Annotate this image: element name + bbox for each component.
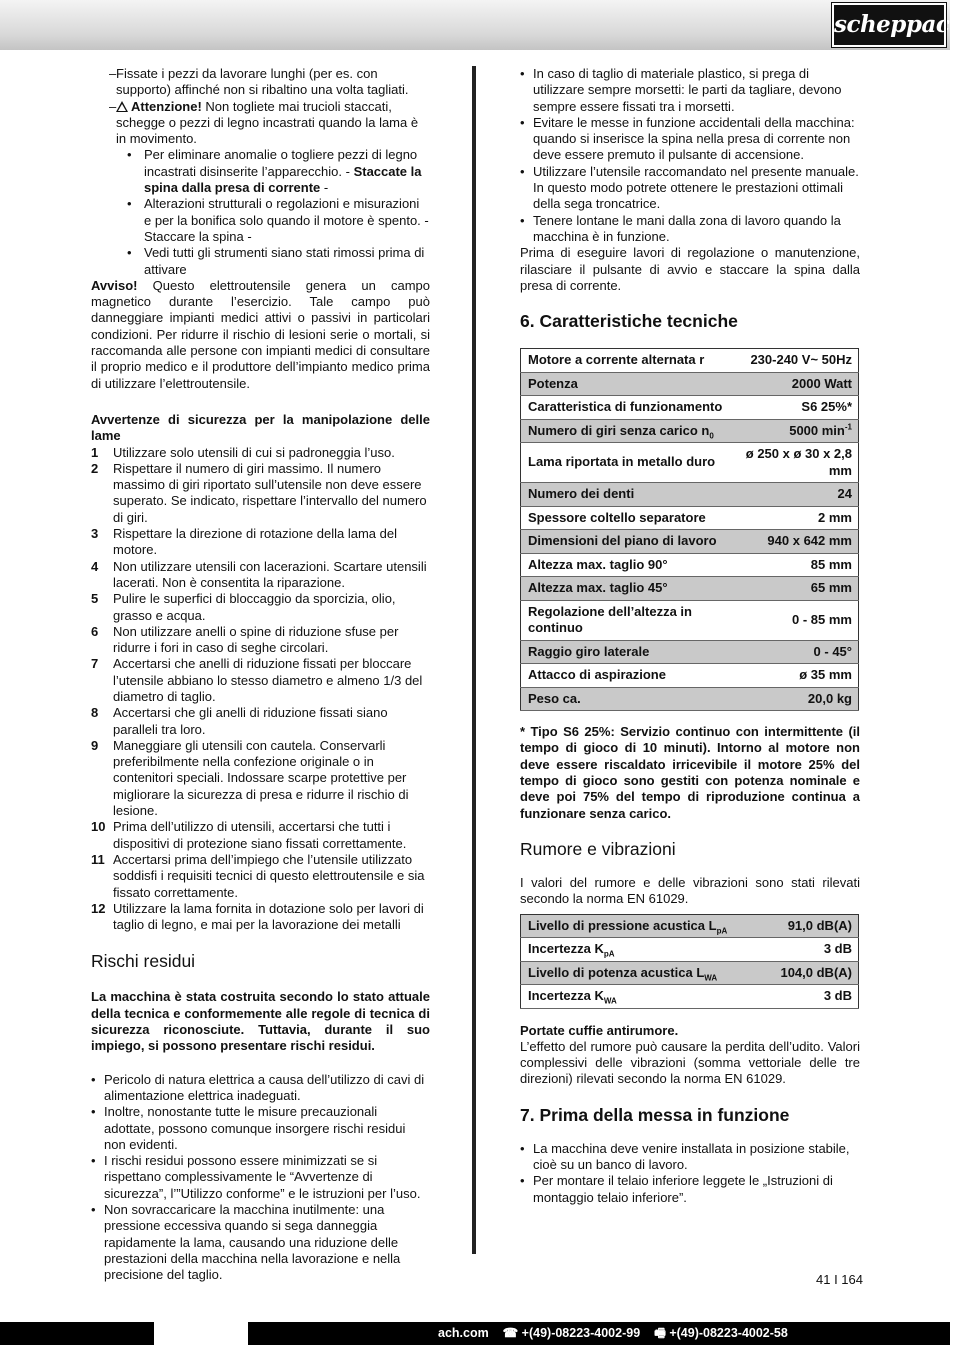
noise-key-subscript: pA	[716, 926, 728, 936]
list-item-text: Utilizzare solo utensili di cui si padroneggia l’uso.	[113, 444, 395, 460]
table-row	[521, 600, 859, 640]
noise-value: 104,0 dB(A)	[762, 961, 859, 985]
noise-value: 3 dB	[762, 985, 859, 1009]
bullet-icon: •	[91, 1104, 96, 1120]
list-item	[520, 213, 860, 246]
table-row	[521, 985, 859, 1009]
blade-list	[91, 445, 430, 934]
table-row	[521, 687, 859, 711]
list-item	[520, 164, 860, 213]
rischi-list	[91, 1072, 430, 1284]
spec-key: Regolazione dell’altezza in continuo	[521, 600, 732, 640]
warning-triangle-icon	[116, 101, 128, 112]
ear-heading: Portate cuffie antirumore.	[520, 1022, 679, 1038]
table-row	[521, 396, 859, 420]
table-row	[521, 640, 859, 664]
table-row	[521, 938, 859, 962]
left-column	[91, 66, 430, 1283]
footer-white-block	[154, 1322, 248, 1345]
list-item	[91, 656, 430, 705]
spec-key: Altezza max. taglio 45°	[521, 577, 732, 601]
noise-intro: I valori del rumore e delle vibrazioni sono stati rilevati secondo la norma EN 61029.	[520, 874, 860, 907]
list-item	[91, 445, 430, 461]
brand-logo: scheppach	[832, 3, 946, 47]
noise-heading: Rumore e vibrazioni	[520, 838, 676, 859]
bullet-icon: •	[520, 1173, 525, 1189]
list-item-text: La macchina deve venire installata in posizione stabile, cioè su un banco di lavoro.	[533, 1140, 850, 1173]
list-item-text: Inoltre, nonostante tutte le misure precauzionali adottate, possono comunque insorgere rischi residui non evidenti.	[104, 1104, 406, 1152]
list-item	[520, 1173, 860, 1206]
bullet-icon: •	[520, 1140, 525, 1156]
footer-bar	[0, 1322, 950, 1345]
spec-value: ø 250 x ø 30 x 2,8 mm	[732, 443, 859, 483]
list-item-text: Alterazioni strutturali o regolazioni e misurazioni e per la bonifica solo quando il motore è spento. - Staccare la spina -	[144, 196, 429, 244]
list-item-text: Pericolo di natura elettrica a causa dell’utilizzo di cavi di alimentazione elettrica inadeguati.	[104, 1071, 425, 1103]
spec-value-superscript: -1	[844, 422, 852, 432]
list-item-text: Rispettare la direzione di rotazione della lama del motore.	[113, 526, 397, 558]
table-row	[521, 553, 859, 577]
header-band	[0, 0, 950, 50]
spec-value-text: 5000 min	[789, 422, 845, 438]
list-item	[91, 705, 430, 738]
unplug-instruction: Staccate la spina dalla presa di corrente	[144, 163, 422, 196]
attention-label: Attenzione!	[131, 98, 202, 114]
avviso-text: Questo elettroutensile genera un campo magnetico durante l’esercizio. Tale campo può danneggiare impianti medici attivi o passivi in particolari condizioni. Per ridurre il rischio di lesioni serie o mortali, si raccomanda alle persone con impianti medici di consultare il proprio medico e il produttore dell’impianto medico prima di utilizzare l’elettroutensile.	[91, 277, 430, 391]
list-item-text: Per montare il telaio inferiore leggete le „Istruzioni di montaggio telaio inferiore”.	[533, 1173, 833, 1205]
list-item-text: Rispettare il numero di giri massimo. Il numero massimo di giri riportato sull’utensile non deve essere superato. Se indicato, rispettare l’intervallo del numero di giri.	[113, 460, 427, 525]
spec-key	[521, 419, 732, 443]
rischi-intro: La macchina è stata costruita secondo lo stato attuale della tecnica e conformemente alle regole di tecnica di sicurezza riconosciute. Tuttavia, durante il suo impiego, si possono presentare rischi residui.	[91, 989, 430, 1054]
spec-value: 2 mm	[732, 506, 859, 530]
bullet-icon: •	[520, 163, 525, 179]
start-heading: 7. Prima della messa in funzione	[520, 1104, 790, 1125]
page-number: 41 I 164	[816, 1272, 863, 1287]
list-item	[520, 1141, 860, 1174]
item-number: 11	[91, 851, 105, 867]
spec-value: 230-240 V~ 50Hz	[732, 349, 859, 373]
noise-key	[521, 938, 762, 962]
noise-key-subscript: WA	[704, 973, 718, 983]
list-item-text: Accertarsi che gli anelli di riduzione fissati siano paralleli tra loro.	[113, 705, 388, 737]
list-item-text: Evitare le messe in funzione accidentali della macchina: quando si inserisce la spina nella presa di corrente non deve essere premuto il pulsante di accensione.	[533, 114, 855, 163]
spec-value: 940 x 642 mm	[732, 530, 859, 554]
table-row	[521, 483, 859, 507]
list-item-text: Non togliete mai trucioli staccati, schegge o pezzi di legno incastrati quando la lama è in movimento.	[116, 98, 419, 147]
item-number: 12	[91, 900, 106, 916]
list-item	[91, 591, 430, 624]
spec-value	[732, 419, 859, 443]
noise-table	[520, 914, 859, 1009]
spec-key: Potenza	[521, 372, 732, 396]
list-item	[520, 115, 860, 164]
item-number: 8	[91, 705, 99, 721]
list-item	[91, 461, 430, 526]
list-item-text: Utilizzare la lama fornita in dotazione solo per lavori di taglio di legno, e mai per la lavorazione dei metalli	[113, 900, 424, 933]
list-item: – Fissate i pezzi da lavorare lunghi (per es. con supporto) affinché non si ribaltino una volta tagliati.	[91, 66, 430, 99]
spec-key: Numero dei denti	[521, 483, 732, 507]
table-row	[521, 961, 859, 985]
noise-value: 3 dB	[762, 938, 859, 962]
list-item-text: Fissate i pezzi da lavorare lunghi (per es. con supporto) affinché non si ribaltino una volta tagliati.	[116, 66, 409, 98]
bullet-icon: •	[520, 114, 525, 130]
list-item	[91, 1153, 430, 1202]
footer-website[interactable]: ach.com	[438, 1326, 489, 1340]
maintenance-text: Prima di eseguire lavori di regolazione o manutenzione, rilasciare il pulsante di avvio e staccare la spina dalla presa di corrente.	[520, 245, 860, 293]
list-item	[91, 526, 430, 559]
spec-key-subscript: 0	[709, 431, 714, 441]
item-number: 5	[91, 591, 99, 607]
noise-key-text: Livello di pressione acustica L	[528, 917, 717, 933]
spec-value: 0 - 85 mm	[732, 600, 859, 640]
spec-value: 24	[732, 483, 859, 507]
item-number: 2	[91, 460, 99, 476]
spec-value: 65 mm	[732, 577, 859, 601]
noise-key-text: Incertezza K	[528, 941, 604, 957]
list-item	[91, 819, 430, 852]
bullet-icon: •	[520, 66, 525, 81]
spec-key: Motore a corrente alternata r	[521, 349, 732, 373]
list-item	[520, 66, 860, 115]
item-number: 6	[91, 623, 99, 639]
list-item-text: Accertarsi prima dell’impiego che l’utensile utilizzato soddisfi i requisiti tecnici di questo elettroutensile e sia fissato correttamente.	[113, 851, 425, 900]
table-row	[521, 372, 859, 396]
spec-key: Dimensioni del piano di lavoro	[521, 530, 732, 554]
footer-contact	[438, 1325, 788, 1341]
noise-key-subscript: WA	[603, 996, 617, 1006]
list-item-text: I rischi residui possono essere minimizzati se si rispettano complessivamente le “Avvertenze di sicurezza”, l’”Utilizzo conforme” e le istruzioni per l’uso.	[104, 1153, 421, 1201]
list-item	[91, 1104, 430, 1153]
tech-heading: 6. Caratteristiche tecniche	[520, 311, 738, 332]
list-item	[91, 1202, 430, 1283]
safety-bullets	[520, 66, 860, 245]
item-number: 1	[91, 444, 99, 460]
right-column	[520, 66, 860, 1206]
list-item-text: Maneggiare gli utensili con cautela. Conservarli preferibilmente nella confezione originale o in contenitori speciali. Indossare scarpe protettive per migliorare la sicurezza di presa e ridurre il rischio di lesione.	[113, 737, 409, 819]
table-row	[521, 419, 859, 443]
noise-key	[521, 985, 762, 1009]
rischi-heading: Rischi residui	[91, 951, 196, 972]
blades-heading: Avvertenze di sicurezza per la manipolazione delle lame	[91, 411, 430, 444]
list-item-text: Pulire le superfici di bloccaggio da sporcizia, olio, grasso e acqua.	[113, 591, 396, 623]
list-item-tail: -	[323, 180, 329, 196]
spec-key: Altezza max. taglio 90°	[521, 553, 732, 577]
list-item	[91, 738, 430, 819]
spec-key: Raggio giro laterale	[521, 640, 732, 664]
spec-key: Peso ca.	[521, 687, 732, 711]
spec-value: 85 mm	[732, 553, 859, 577]
start-bullets	[520, 1141, 860, 1206]
table-row	[521, 664, 859, 688]
noise-key	[521, 961, 762, 985]
table-row	[521, 349, 859, 373]
spec-key: Caratteristica di funzionamento	[521, 396, 732, 420]
list-item: • Alterazioni strutturali o regolazioni e misurazioni e per la bonifica solo quando il motore è spento. - Staccare la spina -	[127, 196, 429, 244]
footer-fax: 🖷 +(49)-08223-4002-58	[654, 1326, 788, 1340]
noise-key	[521, 914, 762, 938]
noise-key-text: Incertezza K	[528, 988, 604, 1004]
spec-key-text: Numero di giri senza carico n	[528, 422, 710, 438]
item-number: 7	[91, 656, 99, 672]
list-item-text: Accertarsi che anelli di riduzione fissati per bloccare l’utensile abbiano lo stesso diametro e almeno 1/3 del diametro di taglio.	[113, 656, 423, 704]
list-item-text: Tenere lontane le mani dalla zona di lavoro quando la macchina è in funzione.	[533, 212, 841, 244]
list-item-text: Non sovraccaricare la macchina inutilmente: una pressione eccessiva quando si sega danneggia rapidamente la lama, causando una riduzione delle prestazioni della macchina nella lavorazione e nella precisione del taglio.	[104, 1202, 401, 1283]
list-item-text: Non utilizzare anelli o spine di riduzione sfuse per ridurre i fori in caso di seghe circolari.	[113, 623, 399, 656]
spec-value: 0 - 45°	[732, 640, 859, 664]
list-item-text: Utilizzare l’utensile raccomandato nel presente manuale. In questo modo potrete ottenere le prestazioni ottimali della sega troncatrice.	[533, 163, 859, 212]
spec-table	[520, 348, 859, 711]
table-row	[521, 577, 859, 601]
list-item: • Per eliminare anomalie o togliere pezzi di legno incastrati disinserite l’apparecchio. - Staccate la spina dalla presa di corrente -	[127, 147, 422, 196]
spec-key: Attacco di aspirazione	[521, 664, 732, 688]
spec-value: 20,0 kg	[732, 687, 859, 711]
bullet-icon: •	[91, 1153, 96, 1169]
bullet-icon: •	[520, 212, 525, 228]
list-item-text: In caso di taglio di materiale plastico, si prega di utilizzare sempre morsetti: le parti da tagliare, devono sempre essere fissati tra i morsetti.	[533, 66, 842, 114]
avviso-label: Avviso!	[91, 277, 138, 293]
avviso-paragraph	[91, 278, 430, 392]
table-row	[521, 530, 859, 554]
list-item	[91, 901, 430, 934]
table-row	[521, 506, 859, 530]
list-item: – Attenzione! Non togliete mai trucioli staccati, schegge o pezzi di legno incastrati quando la lama è in movimento.	[109, 98, 419, 147]
list-item-text: Prima dell’utilizzo di utensili, accertarsi che tutti i dispositivi di protezione siano fissati correttamente.	[113, 819, 407, 851]
footer-phone: ☎ +(49)-08223-4002-99	[502, 1326, 641, 1340]
column-divider	[472, 66, 476, 1254]
ear-text: L’effetto del rumore può causare la perdita dell’udito. Valori complessivi delle vibrazioni (somma vettoriale delle tre direzioni) rilevati secondo la norma EN 61029.	[520, 1038, 860, 1087]
spec-value: 2000 Watt	[732, 372, 859, 396]
table-row	[521, 443, 859, 483]
s6-note: * Tipo S6 25%: Servizio continuo con intermittente (il tempo di gioco di 10 minuti). Intorno al motore non deve essere riscaldato irricevibile il motore 25% del tempo di gioco sono gestiti con potenza nominale e deve poi 75% del tempo di riproduzione continua a funzionare senza carico.	[520, 724, 860, 821]
noise-key-text: Livello di potenza acustica L	[528, 964, 705, 980]
spec-value: ø 35 mm	[732, 664, 859, 688]
list-item-text: Non utilizzare utensili con lacerazioni. Scartare utensili lacerati. Non è consentita la riparazione.	[113, 558, 427, 590]
table-row	[521, 914, 859, 938]
spec-value: S6 25%*	[732, 396, 859, 420]
item-number: 9	[91, 737, 99, 753]
noise-key-subscript: pA	[603, 949, 615, 959]
list-item	[91, 852, 430, 901]
list-item-text: Vedi tutti gli strumenti siano stati rimossi prima di attivare	[144, 245, 425, 277]
bullet-icon: •	[91, 1071, 96, 1087]
bullet-icon: •	[91, 1202, 96, 1217]
list-item	[91, 559, 430, 592]
list-item	[91, 1072, 430, 1105]
item-number: 4	[91, 558, 99, 574]
list-item	[91, 624, 430, 657]
noise-value: 91,0 dB(A)	[762, 914, 859, 938]
item-number: 3	[91, 526, 99, 542]
list-item-text: Per eliminare anomalie o togliere pezzi di legno incastrati disinserite l’apparecchio. -	[144, 147, 418, 179]
item-number: 10	[91, 819, 106, 835]
list-item: • Vedi tutti gli strumenti siano stati rimossi prima di attivare	[91, 245, 430, 278]
spec-key: Spessore coltello separatore	[521, 506, 732, 530]
spec-key: Lama riportata in metallo duro	[521, 443, 732, 483]
